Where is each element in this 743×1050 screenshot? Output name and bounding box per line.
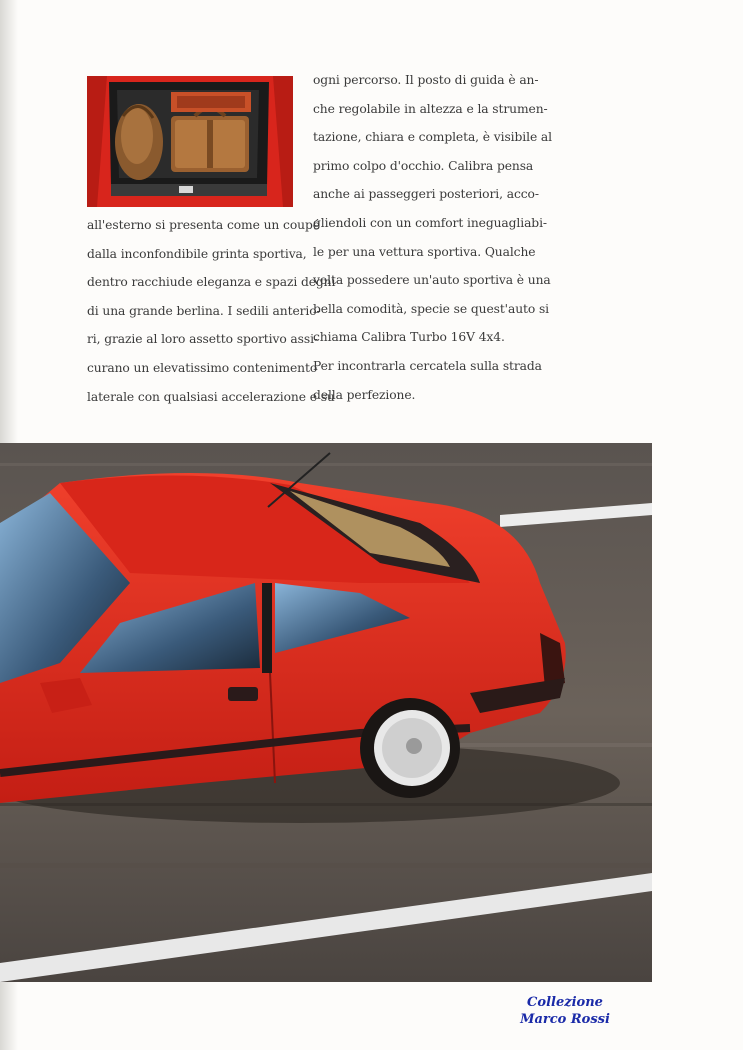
red-coupe-road-photo xyxy=(0,443,652,982)
watermark-line-collection: Collezione xyxy=(527,995,603,1010)
body-text-line: tazione, chiara e completa, è visibile al xyxy=(313,130,552,145)
body-text-line: di una grande berlina. I sedili anterio- xyxy=(87,303,321,318)
body-text-line: dentro racchiude eleganza e spazi degni xyxy=(87,275,336,290)
body-text-line: curano un elevatissimo contenimento xyxy=(87,360,318,375)
body-text-line: Per incontrarla cercatela sulla strada xyxy=(313,358,542,373)
body-text-line: le per una vettura sportiva. Qualche xyxy=(313,244,536,259)
body-text-line: primo colpo d'occhio. Calibra pensa xyxy=(313,158,534,173)
body-text-line: anche ai passeggeri posteriori, acco- xyxy=(313,187,539,202)
body-text-line: che regolabile in altezza e la strumen- xyxy=(313,101,548,116)
trunk-luggage-photo xyxy=(87,76,293,207)
body-text-line: volta possedere un'auto sportiva è una xyxy=(313,273,551,288)
body-text-line: chiama Calibra Turbo 16V 4x4. xyxy=(313,330,505,345)
right-text-column xyxy=(313,66,552,409)
body-text-line: gliendoli con un comfort ineguagliabi- xyxy=(313,215,547,230)
watermark-line-owner: Marco Rossi xyxy=(520,1012,610,1027)
body-text-line: laterale con qualsiasi accelerazione e su xyxy=(87,389,335,404)
body-text-line: dalla inconfondibile grinta sportiva, xyxy=(87,246,307,261)
body-text-line: all'esterno si presenta come un coupé xyxy=(87,218,320,232)
body-text-line: bella comodità, specie se quest'auto si xyxy=(313,301,550,316)
body-text-line: ri, grazie al loro assetto sportivo assi- xyxy=(87,332,318,347)
left-text-column xyxy=(87,211,336,411)
body-text-line: della perfezione. xyxy=(313,387,416,402)
collection-watermark xyxy=(505,994,625,1028)
body-text-line: ogni percorso. Il posto di guida è an- xyxy=(313,73,539,87)
